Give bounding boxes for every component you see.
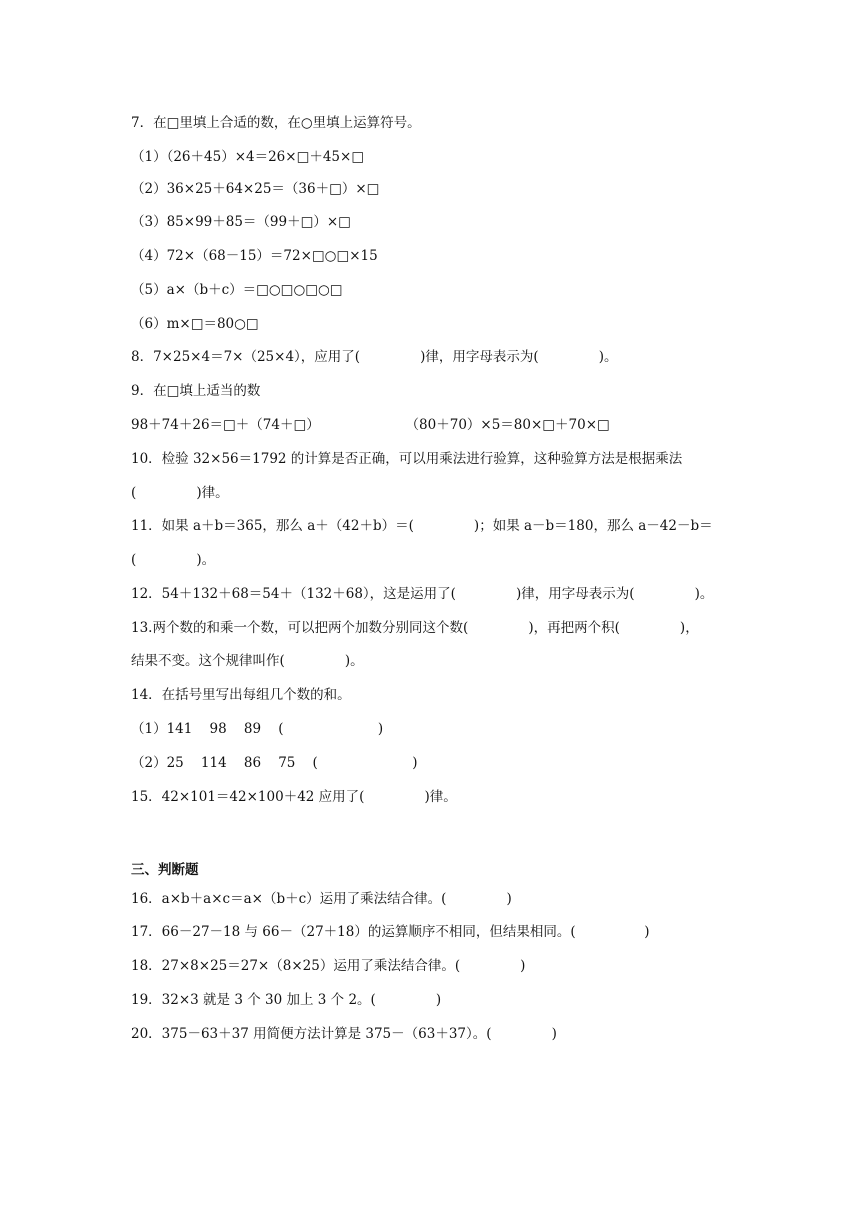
question-7-item-3: （3）85×99＋85＝（99＋□）×□: [131, 214, 351, 230]
question-14-item-2: （2）25 114 86 75 ( ): [131, 755, 418, 771]
question-12: 12．54＋132＋68＝54＋（132＋68），这是运用了( )律，用字母表示为( )。: [131, 586, 714, 602]
question-13-line-1: 13.两个数的和乘一个数，可以把两个加数分别同这个数( )，再把两个积( )，: [131, 620, 699, 636]
question-7-item-1: （1）（26＋45）×4＝26×□＋45×□: [131, 149, 365, 165]
question-10-line-1: 10．检验 32×56＝1792 的计算是否正确，可以用乘法进行验算，这种验算方法是根据乘法: [131, 451, 683, 467]
question-9-equations: 98＋74＋26＝□＋（74＋□） （80＋70）×5＝80×□＋70×□: [131, 417, 610, 433]
question-9-prompt: 9．在□填上适当的数: [131, 383, 261, 399]
question-11-line-2: ( )。: [131, 552, 216, 568]
question-7-item-2: （2）36×25＋64×25＝（36＋□）×□: [131, 181, 380, 197]
question-8: 8．7×25×4＝7×（25×4），应用了( )律，用字母表示为( )。: [131, 349, 618, 365]
question-15: 15．42×101＝42×100＋42 应用了( )律。: [131, 789, 457, 805]
section-heading-judgement: 三、判断题: [131, 862, 199, 878]
question-20: 20．375－63＋37 用简便方法计算是 375－（63＋37）。( ): [131, 1026, 557, 1042]
question-7-item-4: （4）72×（68－15）＝72×□○□×15: [131, 248, 378, 264]
question-14-prompt: 14．在括号里写出每组几个数的和。: [131, 687, 351, 703]
question-18: 18．27×8×25＝27×（8×25）运用了乘法结合律。( ): [131, 958, 526, 974]
question-10-line-2: ( )律。: [131, 485, 229, 501]
question-7-prompt: 7．在□里填上合适的数，在○里填上运算符号。: [131, 115, 421, 131]
question-14-item-1: （1）141 98 89 ( ): [131, 721, 384, 737]
question-7-item-5: （5）a×（b＋c）＝□○□○□○□: [131, 282, 343, 298]
question-13-line-2: 结果不变。这个规律叫作( )。: [131, 653, 364, 669]
question-11-line-1: 11．如果 a＋b＝365，那么 a＋（42＋b）＝( )；如果 a－b＝180，那么 a－42－b＝: [131, 518, 713, 534]
question-19: 19．32×3 就是 3 个 30 加上 3 个 2。( ): [131, 992, 442, 1008]
question-17: 17．66－27－18 与 66－（27＋18）的运算顺序不相同，但结果相同。( ): [131, 924, 650, 940]
question-7-item-6: （6）m×□＝80○□: [131, 316, 259, 332]
question-16: 16．a×b＋a×c＝a×（b＋c）运用了乘法结合律。( ): [131, 891, 512, 907]
